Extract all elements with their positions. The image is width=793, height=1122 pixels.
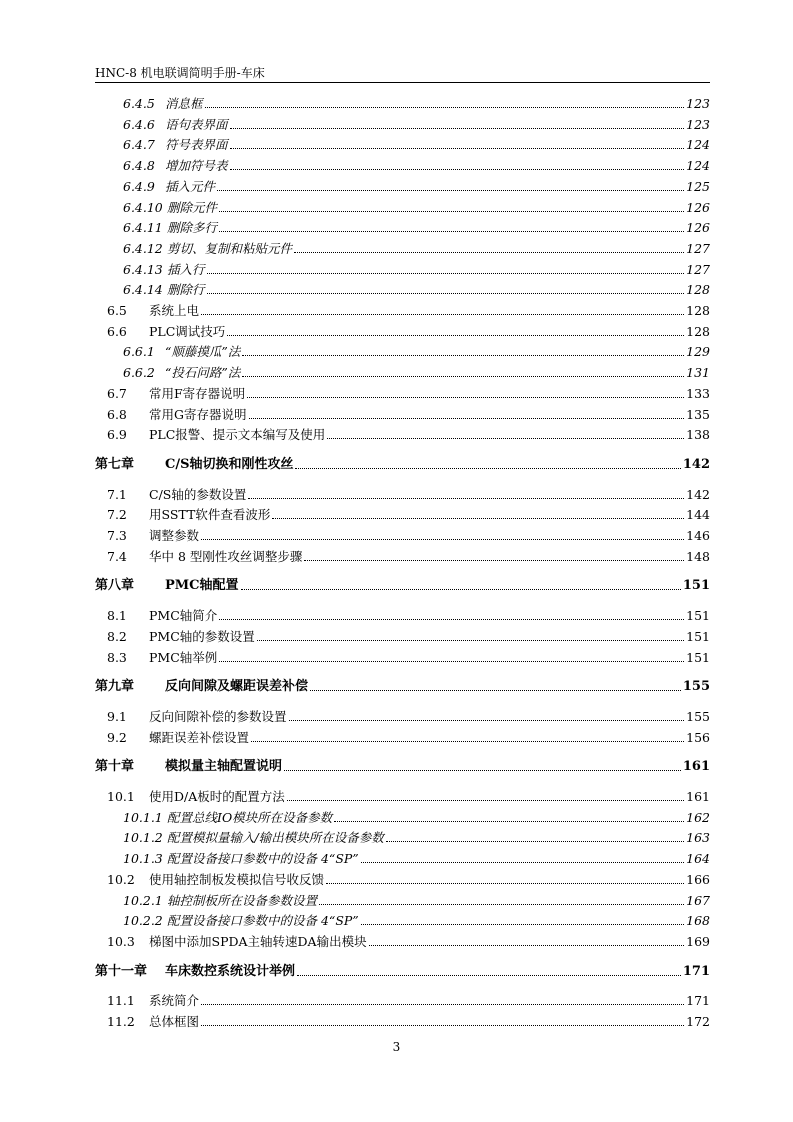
toc-dot-leader xyxy=(217,190,684,191)
toc-entry[interactable] xyxy=(95,988,710,1008)
toc-entry-title: 删除多行 xyxy=(167,220,218,236)
toc-entry-page: 126 xyxy=(686,220,710,236)
toc-entry[interactable] xyxy=(95,319,710,339)
toc-entry-page: 138 xyxy=(686,427,710,443)
toc-dot-leader xyxy=(297,975,681,976)
toc-entry-number: 7.3 xyxy=(107,528,127,543)
toc-entry-page: 123 xyxy=(686,96,710,111)
toc-entry-page: 151 xyxy=(682,578,710,594)
toc-dot-leader xyxy=(201,539,684,540)
toc-dot-leader xyxy=(247,397,684,398)
toc-dot-leader xyxy=(287,800,684,801)
toc-entry-number: 10.2.1 xyxy=(123,892,163,908)
toc-dot-leader xyxy=(227,335,684,336)
toc-dot-leader xyxy=(327,438,684,439)
toc-dot-leader xyxy=(251,741,684,742)
toc-entry-title: 符号表界面 xyxy=(165,137,228,153)
toc-entry[interactable] xyxy=(95,153,710,173)
toc-entry-title: 用SSTT软件查看波形 xyxy=(149,507,271,523)
toc-entry-number: 8.2 xyxy=(107,628,127,644)
toc-entry-number: 6.4.11 xyxy=(123,220,163,236)
toc-entry-number: 6.4.7 xyxy=(123,137,155,153)
toc-dot-leader xyxy=(230,128,685,129)
toc-entry[interactable] xyxy=(95,725,710,745)
toc-entry-number: 10.3 xyxy=(107,933,135,949)
toc-entry[interactable] xyxy=(95,805,710,825)
toc-dot-leader xyxy=(219,619,684,620)
toc-entry[interactable] xyxy=(95,624,710,644)
toc-entry-page: 164 xyxy=(686,851,710,867)
toc-entry-title: 消息框 xyxy=(165,96,203,111)
toc-entry-title: 常用F寄存器说明 xyxy=(149,385,246,401)
toc-entry-title: 车床数控系统设计举例 xyxy=(165,963,296,979)
toc-entry-title: 调整参数 xyxy=(149,528,200,543)
toc-entry-number: 第九章 xyxy=(95,679,135,695)
toc-dot-leader xyxy=(230,148,685,149)
toc-entry-page: 161 xyxy=(682,759,710,775)
toc-dot-leader xyxy=(319,904,684,905)
toc-entry-title: 梯图中添加SPDA主轴转速DA输出模块 xyxy=(149,933,367,949)
toc-entry-number: 10.1.1 xyxy=(123,809,163,825)
toc-dot-leader xyxy=(257,640,684,641)
toc-entry-number: 第十章 xyxy=(95,759,135,775)
running-header: HNC-8 机电联调简明手册-车床 xyxy=(95,66,710,83)
toc-entry-number: 7.1 xyxy=(107,486,127,502)
toc-entry[interactable] xyxy=(95,339,710,359)
toc-dot-leader xyxy=(334,821,684,822)
toc-entry-number: 第八章 xyxy=(95,578,135,594)
toc-entry-page: 126 xyxy=(686,199,710,215)
toc-entry[interactable] xyxy=(95,888,710,908)
toc-entry-title: PMC轴举例 xyxy=(149,649,218,665)
toc-entry[interactable] xyxy=(95,908,710,928)
toc-entry-page: 142 xyxy=(686,486,710,502)
toc-dot-leader xyxy=(230,169,685,170)
toc-entry-page: 131 xyxy=(686,365,710,381)
toc-dot-leader xyxy=(361,924,684,925)
toc-entry-number: 6.4.9 xyxy=(123,178,155,194)
toc-entry-number: 9.2 xyxy=(107,729,127,745)
toc-dot-leader xyxy=(289,720,685,721)
toc-entry[interactable] xyxy=(95,929,710,949)
toc-entry-page: 128 xyxy=(686,303,710,318)
toc-entry-page: 128 xyxy=(686,282,710,298)
toc-entry-title: PMC轴简介 xyxy=(149,608,218,624)
toc-entry-page: 133 xyxy=(686,385,710,401)
toc-dot-leader xyxy=(294,252,684,253)
toc-entry-page: 156 xyxy=(686,729,710,745)
toc-entry-number: 7.2 xyxy=(107,507,127,523)
toc-entry-title: C/S轴切换和刚性攻丝 xyxy=(165,456,294,472)
toc-dot-leader xyxy=(284,770,681,771)
toc-entry-number: 6.4.8 xyxy=(123,158,155,174)
toc-entry-title: 模拟量主轴配置说明 xyxy=(165,759,283,775)
toc-entry-title: 使用轴控制板发模拟信号收反馈 xyxy=(149,871,325,887)
toc-dot-leader xyxy=(361,862,684,863)
toc-entry[interactable] xyxy=(95,645,710,665)
toc-entry-number: 10.2.2 xyxy=(123,913,163,929)
toc-dot-leader xyxy=(242,355,684,356)
toc-entry-number: 6.4.6 xyxy=(123,116,155,132)
toc-entry[interactable] xyxy=(95,195,710,215)
toc-entry-title: 插入行 xyxy=(167,261,205,277)
toc-entry-page: 135 xyxy=(686,406,710,422)
toc-entry-page: 129 xyxy=(686,344,710,360)
toc-chapter-entry[interactable] xyxy=(95,754,710,774)
toc-entry[interactable] xyxy=(95,867,710,887)
toc-entry-title: 配置模拟量输入/输出模块所在设备参数 xyxy=(167,830,384,846)
toc-entry[interactable] xyxy=(95,544,710,564)
toc-entry-number: 6.6.1 xyxy=(123,344,155,360)
toc-entry-number: 6.9 xyxy=(107,427,127,443)
toc-entry-page: 128 xyxy=(686,323,710,339)
toc-entry-title: 删除行 xyxy=(167,282,205,298)
toc-entry-page: 161 xyxy=(686,789,710,804)
toc-dot-leader xyxy=(207,293,685,294)
toc-entry[interactable] xyxy=(95,174,710,194)
toc-entry[interactable] xyxy=(95,402,710,422)
toc-entry-title: 螺距误差补偿设置 xyxy=(149,729,250,745)
toc-entry-number: 第七章 xyxy=(95,456,135,472)
toc-dot-leader xyxy=(219,661,684,662)
toc-dot-leader xyxy=(248,498,684,499)
toc-dot-leader xyxy=(310,690,681,691)
toc-entry[interactable] xyxy=(95,215,710,235)
toc-entry-page: 151 xyxy=(686,628,710,644)
toc-entry[interactable] xyxy=(95,257,710,277)
toc-entry-title: 删除元件 xyxy=(167,199,218,215)
toc-entry[interactable] xyxy=(95,132,710,152)
toc-entry-title: PMC轴配置 xyxy=(165,578,239,594)
toc-entry-number: 8.1 xyxy=(107,608,127,624)
toc-dot-leader xyxy=(272,518,684,519)
toc-dot-leader xyxy=(219,231,684,232)
toc-entry-title: 反向间隙及螺距误差补偿 xyxy=(165,679,309,695)
toc-entry-title: 反向间隙补偿的参数设置 xyxy=(149,708,287,724)
toc-dot-leader xyxy=(295,468,680,469)
toc-entry-page: 124 xyxy=(686,137,710,153)
toc-entry[interactable] xyxy=(95,784,710,804)
toc-entry-title: 使用D/A板时的配置方法 xyxy=(149,789,285,804)
toc-entry-title: “顺藤摸瓜”法 xyxy=(165,344,241,360)
toc-entry-page: 148 xyxy=(686,548,710,564)
toc-entry[interactable] xyxy=(95,277,710,297)
toc-dot-leader xyxy=(386,841,684,842)
toc-entry-number: 6.7 xyxy=(107,385,127,401)
toc-dot-leader xyxy=(219,211,684,212)
toc-entry[interactable] xyxy=(95,1009,710,1029)
toc-chapter-entry[interactable] xyxy=(95,573,710,593)
toc-entry-page: 124 xyxy=(686,158,710,174)
toc-entry-number: 10.1.2 xyxy=(123,830,163,846)
toc-entry-number: 6.4.12 xyxy=(123,240,163,256)
toc-entry-page: 166 xyxy=(686,871,710,887)
toc-entry-title: 轴控制板所在设备参数设置 xyxy=(167,892,318,908)
toc-entry[interactable] xyxy=(95,91,710,111)
toc-entry[interactable] xyxy=(95,523,710,543)
toc-entry-page: 155 xyxy=(682,679,710,695)
toc-entry-number: 9.1 xyxy=(107,708,127,724)
toc-entry-title: 系统简介 xyxy=(149,993,200,1009)
toc-dot-leader xyxy=(201,314,684,315)
toc-entry-page: 162 xyxy=(686,809,710,825)
toc-entry-page: 146 xyxy=(686,528,710,543)
toc-entry-number: 7.4 xyxy=(107,548,127,564)
toc-entry-page: 155 xyxy=(686,708,710,724)
toc-entry-number: 6.8 xyxy=(107,406,127,422)
toc-entry-number: 6.4.13 xyxy=(123,261,163,277)
toc-entry-page: 171 xyxy=(682,963,710,979)
toc-entry-title: PLC报警、提示文本编写及使用 xyxy=(149,427,326,443)
toc-dot-leader xyxy=(304,560,684,561)
toc-dot-leader xyxy=(241,589,681,590)
toc-entry-page: 123 xyxy=(686,116,710,132)
toc-entry-title: 系统上电 xyxy=(149,303,200,318)
toc-entry-page: 127 xyxy=(686,240,710,256)
toc-entry[interactable] xyxy=(95,298,710,318)
toc-entry-number: 6.6.2 xyxy=(123,365,155,381)
toc-entry-page: 127 xyxy=(686,261,710,277)
toc-entry[interactable] xyxy=(95,482,710,502)
toc-chapter-entry[interactable] xyxy=(95,452,710,472)
toc-entry-title: PLC调试技巧 xyxy=(149,323,226,339)
toc-entry-number: 11.2 xyxy=(107,1014,135,1029)
toc-entry[interactable] xyxy=(95,236,710,256)
toc-entry-title: 总体框图 xyxy=(149,1014,200,1029)
toc-dot-leader xyxy=(242,376,684,377)
toc-entry[interactable] xyxy=(95,360,710,380)
toc-entry-number: 6.4.10 xyxy=(123,199,163,215)
toc-chapter-entry[interactable] xyxy=(95,959,710,979)
page-number: 3 xyxy=(392,1040,401,1054)
toc-entry-number: 6.6 xyxy=(107,323,127,339)
toc-entry[interactable] xyxy=(95,825,710,845)
toc-dot-leader xyxy=(201,1025,684,1026)
toc-entry[interactable] xyxy=(95,381,710,401)
toc-entry-page: 168 xyxy=(686,913,710,929)
toc-dot-leader xyxy=(201,1004,684,1005)
toc-entry-number: 6.4.5 xyxy=(123,96,155,111)
toc-entry[interactable] xyxy=(95,704,710,724)
toc-dot-leader xyxy=(369,945,685,946)
toc-entry-title: 语句表界面 xyxy=(165,116,228,132)
toc-entry-page: 125 xyxy=(686,178,710,194)
toc-entry-page: 144 xyxy=(686,507,710,523)
toc-entry-page: 163 xyxy=(686,830,710,846)
toc-entry-title: C/S轴的参数设置 xyxy=(149,486,247,502)
toc-chapter-entry[interactable] xyxy=(95,674,710,694)
toc-entry-number: 11.1 xyxy=(107,993,135,1009)
toc-entry-page: 171 xyxy=(686,993,710,1009)
toc-entry-page: 169 xyxy=(686,933,710,949)
toc-entry-title: 增加符号表 xyxy=(165,158,228,174)
toc-entry[interactable] xyxy=(95,502,710,522)
toc-entry-title: 配置总线IO模块所在设备参数 xyxy=(167,809,333,825)
toc-entry-page: 151 xyxy=(686,649,710,665)
toc-entry[interactable] xyxy=(95,603,710,623)
toc-entry-number: 6.4.14 xyxy=(123,282,163,298)
toc-entry[interactable] xyxy=(95,422,710,442)
toc-entry-number: 6.5 xyxy=(107,303,127,318)
toc-entry-title: 配置设备接口参数中的设备 4“SP” xyxy=(167,913,359,929)
toc-dot-leader xyxy=(326,883,684,884)
toc-entry-page: 172 xyxy=(686,1014,710,1029)
toc-entry-title: 插入元件 xyxy=(165,178,216,194)
toc-entry-title: 华中 8 型刚性攻丝调整步骤 xyxy=(149,548,303,564)
toc-entry-page: 167 xyxy=(686,892,710,908)
toc-entry-number: 10.2 xyxy=(107,871,135,887)
toc-entry-title: “投石问路”法 xyxy=(165,365,241,381)
toc-entry-page: 151 xyxy=(686,608,710,624)
toc-entry-page: 142 xyxy=(682,456,710,472)
toc-entry-number: 10.1 xyxy=(107,789,135,804)
toc-entry-number: 8.3 xyxy=(107,649,127,665)
toc-entry-title: 剪切、复制和粘贴元件 xyxy=(167,240,293,256)
toc-entry-title: 配置设备接口参数中的设备 4“SP” xyxy=(167,851,359,867)
toc-entry-number: 第十一章 xyxy=(95,963,148,979)
toc-entry-title: 常用G寄存器说明 xyxy=(149,406,247,422)
toc-dot-leader xyxy=(249,418,685,419)
toc-entry[interactable] xyxy=(95,846,710,866)
toc-entry[interactable] xyxy=(95,112,710,132)
toc-entry-title: PMC轴的参数设置 xyxy=(149,628,255,644)
toc-entry-number: 10.1.3 xyxy=(123,851,163,867)
toc-dot-leader xyxy=(205,107,685,108)
toc-dot-leader xyxy=(207,273,685,274)
